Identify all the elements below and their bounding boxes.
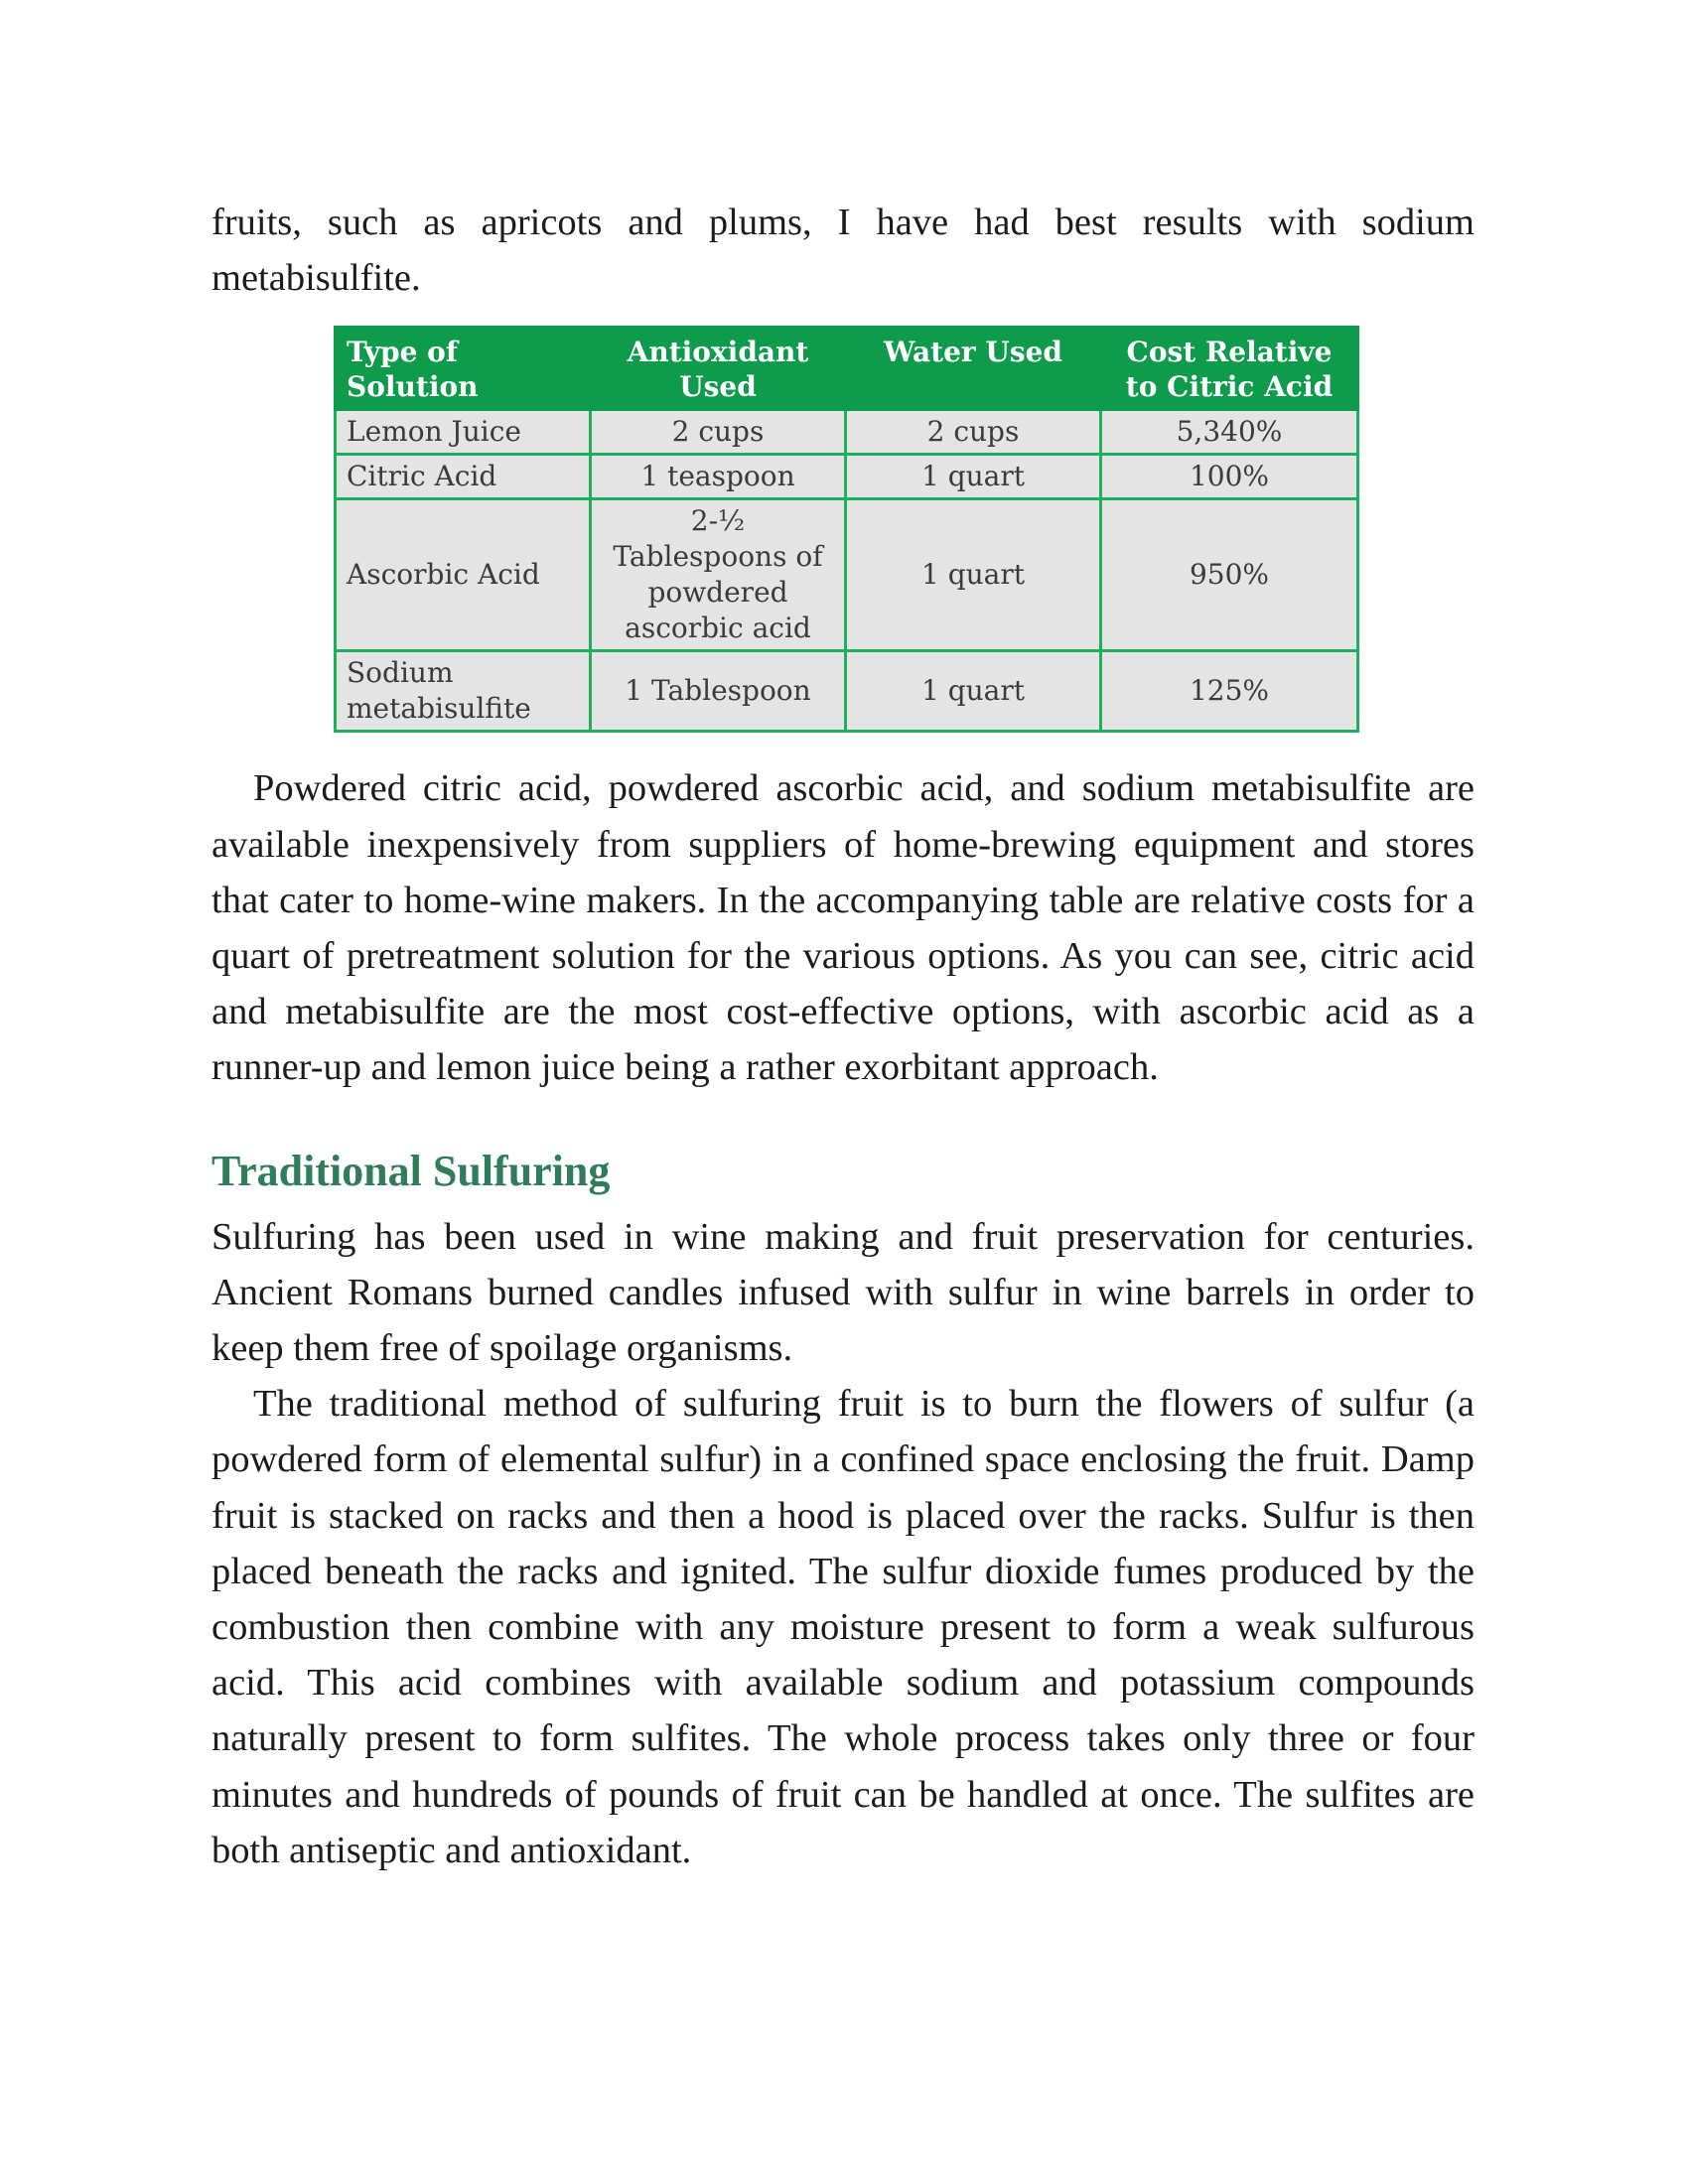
cell-water: 1 quart — [846, 499, 1101, 651]
cell-solution: Lemon Juice — [336, 410, 591, 455]
header-cost-relative: Cost Relative to Citric Acid — [1101, 328, 1358, 410]
table-row — [336, 455, 1358, 499]
table-row — [336, 410, 1358, 455]
cell-antioxidant: 2-½ Tablespoons of powdered ascorbic acid — [591, 499, 846, 651]
cell-cost: 125% — [1101, 651, 1358, 732]
page-content — [211, 195, 1475, 1878]
table-row — [336, 651, 1358, 732]
sulfuring-history-paragraph: Sulfuring has been used in wine making and fruit preservation for centuries. Ancient Romans burned candles infused with sulfur in wine barrels in order to keep them free of spoilage organisms. — [211, 1215, 1475, 1370]
sulfuring-method-paragraph: The traditional method of sulfuring fruit is to burn the flowers of sulfur (a powdered form of elemental sulfur) in a confined space enclosing the fruit. Damp fruit is stacked on racks and then a hood is placed over the racks. Sulfur is then placed beneath the racks and ignited. The sulfur dioxide fumes produced by the combustion then combine with any moisture present to form a weak sulfurous acid. This acid combines with available sodium and potassium compounds naturally present to form sulfites. The whole process takes only three or four minutes and hundreds of pounds of fruit can be handled at once. The sulfites are both antiseptic and antioxidant. — [211, 1383, 1475, 1871]
intro-paragraph: fruits, such as apricots and plums, I have had best results with sodium metabisulfite. — [211, 202, 1475, 300]
cell-antioxidant: 1 teaspoon — [591, 455, 846, 499]
cell-solution: Sodium metabisulfite — [336, 651, 591, 732]
table-row — [336, 499, 1358, 651]
cell-water: 2 cups — [846, 410, 1101, 455]
cell-cost: 100% — [1101, 455, 1358, 499]
cell-water: 1 quart — [846, 651, 1101, 732]
cell-antioxidant: 1 Tablespoon — [591, 651, 846, 732]
cell-cost: 950% — [1101, 499, 1358, 651]
cell-solution: Citric Acid — [336, 455, 591, 499]
cell-water: 1 quart — [846, 455, 1101, 499]
cost-comparison-table-container — [334, 326, 1356, 733]
header-type-of-solution: Type of Solution — [336, 328, 591, 410]
cost-comparison-table — [334, 326, 1359, 733]
header-water-used: Water Used — [846, 328, 1101, 410]
header-antioxidant-used: Antioxidant Used — [591, 328, 846, 410]
costs-paragraph: Powdered citric acid, powdered ascorbic acid, and sodium metabisulfite are available inexpensively from suppliers of home-brewing equipment and stores that cater to home-wine makers. In the accompanying table are relative costs for a quart of pretreatment solution for the various options. As you can see, citric acid and metabisulfite are the most cost-effective options, with ascorbic acid as a runner-up and lemon juice being a rather exorbitant approach. — [211, 767, 1475, 1089]
table-header-row — [336, 328, 1358, 410]
cell-cost: 5,340% — [1101, 410, 1358, 455]
section-heading: Traditional Sulfuring — [211, 1146, 611, 1195]
cell-solution: Ascorbic Acid — [336, 499, 591, 651]
cell-antioxidant: 2 cups — [591, 410, 846, 455]
